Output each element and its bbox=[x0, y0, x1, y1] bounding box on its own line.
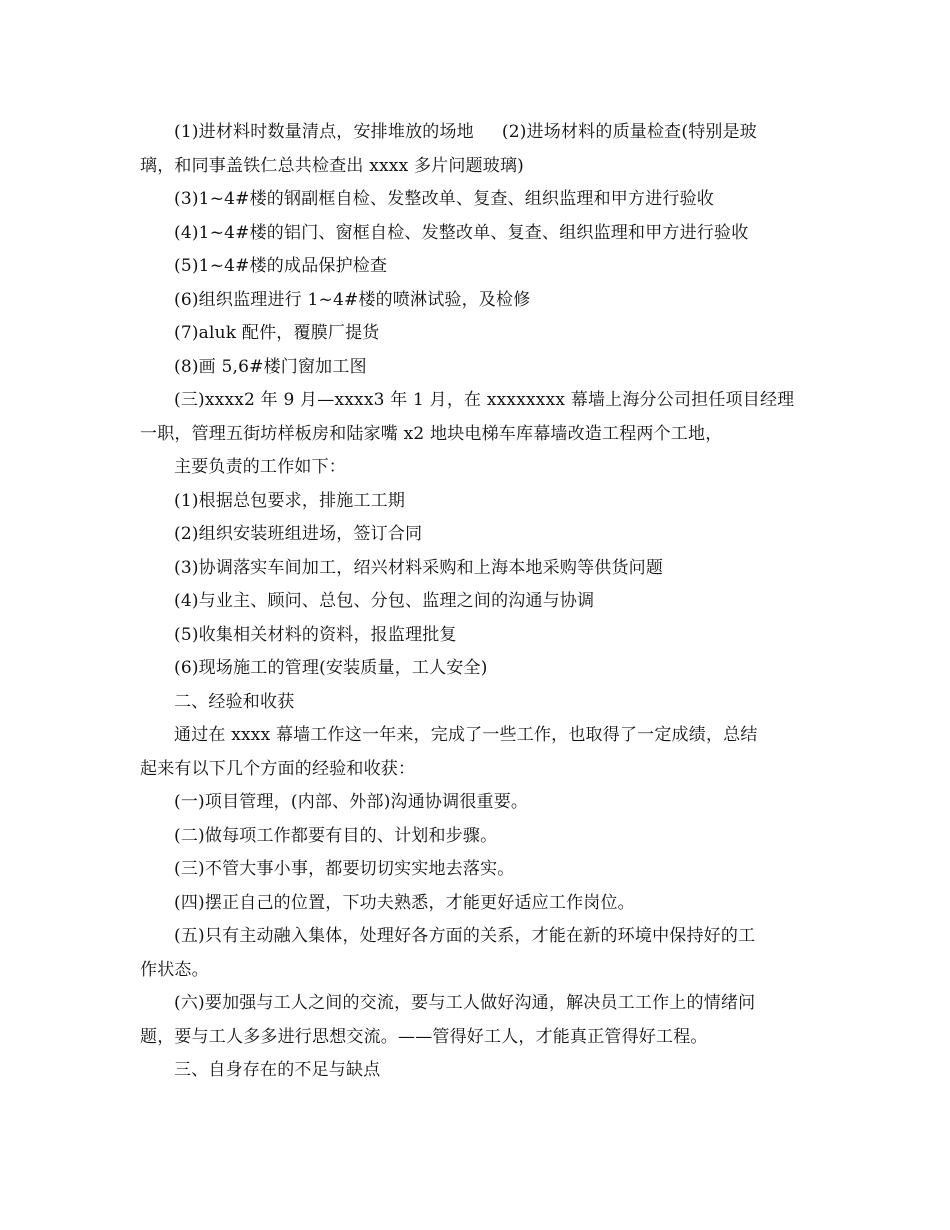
paragraph-line: 作状态。 bbox=[140, 959, 209, 980]
line-segment: (1)进材料时数量清点，安排堆放的场地 bbox=[174, 122, 474, 142]
paragraph-line: (6)组织监理进行 1~4#楼的喷淋试验，及检修 bbox=[174, 289, 531, 310]
paragraph-line: 题，要与工人多多进行思想交流。——管得好工人，才能真正管得好工程。 bbox=[140, 1026, 708, 1047]
paragraph-line: (3)1~4#楼的钢副框自检、发整改单、复查、组织监理和甲方进行验收 bbox=[174, 189, 714, 209]
paragraph-line: 起来有以下几个方面的经验和收获： bbox=[140, 758, 416, 779]
section-heading: 二、经验和收获 bbox=[174, 691, 295, 712]
section-heading: 三、自身存在的不足与缺点 bbox=[174, 1060, 381, 1080]
document-body bbox=[140, 116, 820, 1088]
paragraph-line: 主要负责的工作如下： bbox=[174, 457, 346, 477]
paragraph-line: (五)只有主动融入集体，处理好各方面的关系，才能在新的环境中保持好的工 bbox=[174, 926, 756, 946]
paragraph-line: (6)现场施工的管理(安装质量，工人安全) bbox=[174, 658, 488, 678]
paragraph-line: (六)要加强与工人之间的交流，要与工人做好沟通，解决员工工作上的情绪问 bbox=[174, 993, 756, 1013]
paragraph-line: (1)根据总包要求，排施工工期 bbox=[174, 490, 406, 511]
paragraph-line: (四)摆正自己的位置，下功夫熟悉，才能更好适应工作岗位。 bbox=[174, 892, 635, 913]
paragraph-line: 一职，管理五街坊样板房和陆家嘴 x2 地块电梯车库幕墙改造工程两个工地， bbox=[140, 423, 723, 444]
paragraph-line: (4)1~4#楼的铝门、窗框自检、发整改单、复查、组织监理和甲方进行验收 bbox=[174, 222, 749, 243]
paragraph-line: (7)aluk 配件，覆膜厂提货 bbox=[174, 323, 380, 343]
paragraph-line: (3)协调落实车间加工，绍兴材料采购和上海本地采购等供货问题 bbox=[174, 557, 664, 578]
paragraph-line: 通过在 xxxx 幕墙工作这一年来，完成了一些工作，也取得了一定成绩，总结 bbox=[174, 725, 758, 745]
paragraph-line: (4)与业主、顾问、总包、分包、监理之间的沟通与协调 bbox=[174, 591, 595, 611]
paragraph-line: (三)xxxx2 年 9 月—xxxx3 年 1 月，在 xxxxxxxx 幕墙上海分公司担任项目经理 bbox=[174, 390, 795, 410]
paragraph-line: (5)1~4#楼的成品保护检查 bbox=[174, 256, 388, 276]
paragraph-line: (8)画 5,6#楼门窗加工图 bbox=[174, 356, 367, 377]
paragraph-line bbox=[140, 116, 820, 150]
paragraph-line: (一)项目管理，(内部、外部)沟通协调很重要。 bbox=[174, 792, 529, 812]
paragraph-line: 璃，和同事盖铁仁总共检查出 xxxx 多片问题玻璃) bbox=[140, 155, 524, 176]
paragraph-line: (二)做每项工作都要有目的、计划和步骤。 bbox=[174, 825, 498, 846]
line-segment: (2)进场材料的质量检查(特别是玻 bbox=[501, 122, 758, 142]
paragraph-line: (三)不管大事小事，都要切切实实地去落实。 bbox=[174, 859, 515, 879]
paragraph-line: (2)组织安装班组进场，签订合同 bbox=[174, 524, 423, 544]
paragraph-line: (5)收集相关材料的资料，报监理批复 bbox=[174, 624, 457, 645]
